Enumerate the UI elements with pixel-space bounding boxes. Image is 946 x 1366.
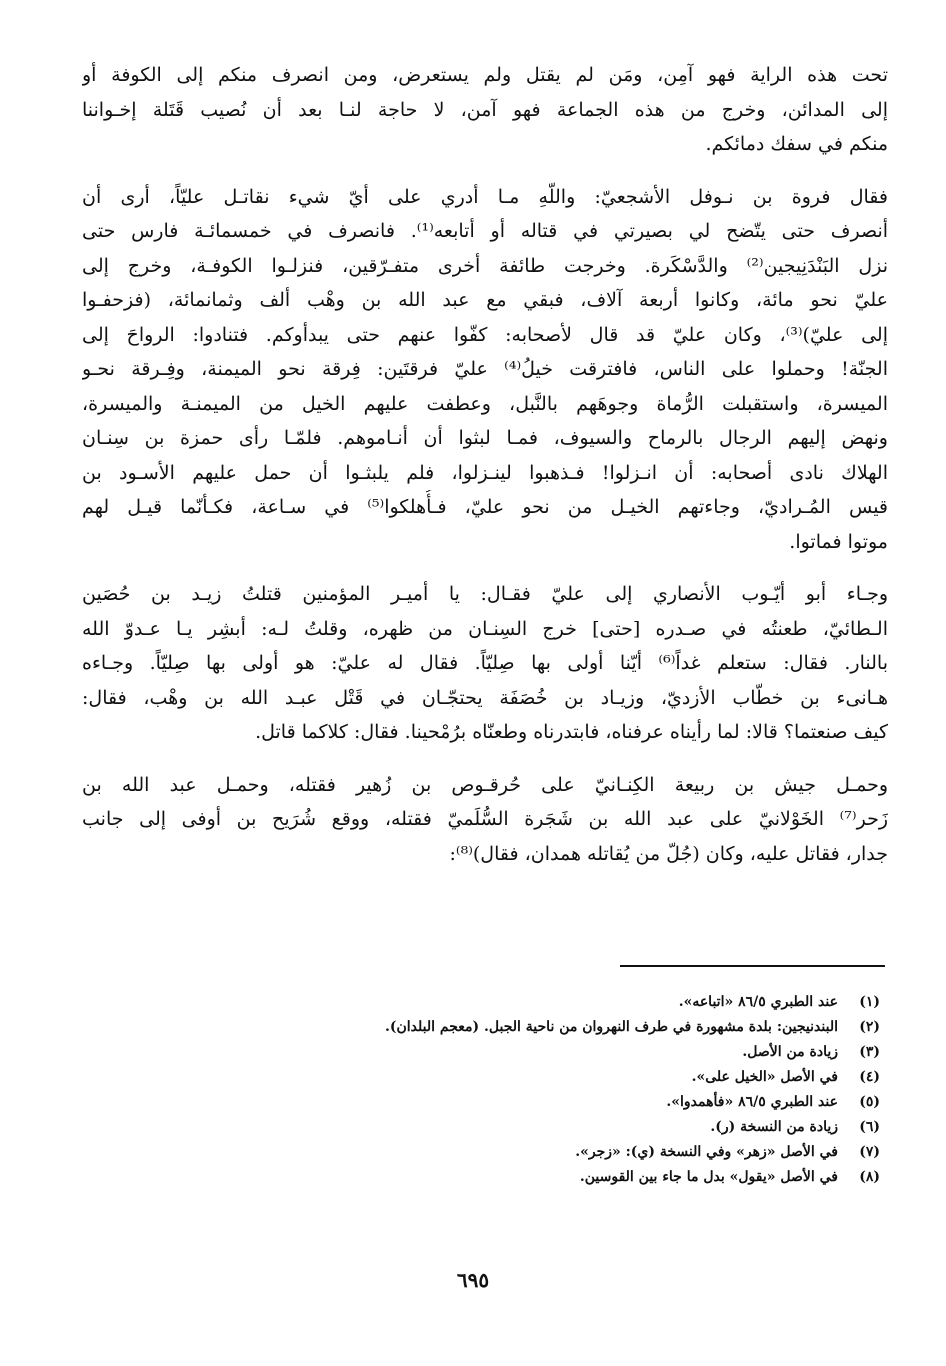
text-line: إلى المدائن، وخرج من هذه الجماعة فهو آمن، لا حاجة لنـا بعد أن نُصيب قَتَلة إخـواننا bbox=[82, 98, 888, 121]
text-line: إلى عليّ)⁽³⁾، وكان عليّ قد قال لأصحابه: كفّوا عنهم حتى يبدأوكم. فتنادوا: الرواحَ إلى bbox=[82, 323, 888, 346]
page-number: ٦٩٥ bbox=[456, 1268, 490, 1292]
text-line: أنصرف حتى يتّضح لي بصيرتي في قتاله أو أتابعه⁽¹⁾. فانصرف في خمسمائـة فارس حتى bbox=[82, 220, 888, 242]
text-line: الـطائيّ، طعنتُه في صـدره [حتى] خرج السِنـان من ظهره، وقلتُ لـه: أبشِر يـا عـدوّ الله bbox=[82, 617, 888, 640]
paragraph bbox=[82, 58, 888, 162]
text-line: ونهض إليهم الرجال بالرماح والسيوف، فمـا لبثوا أن أنـاموهم. فلمّـا رأى حمزة بن سِنـان bbox=[82, 427, 888, 449]
footnote-text: عند الطبري ٨٦/٥ «فأهمدوا». bbox=[666, 1094, 838, 1110]
footnote-text: عند الطبري ٨٦/٥ «اتباعه». bbox=[678, 994, 838, 1010]
text-line: كيف صنعتما؟ قالا: لما رأيناه عرفناه، فابتدرناه وطعنّاه برُمْحينا. فقال: كلاكما قاتل. bbox=[255, 721, 888, 743]
footnote-text: في الأصل «الخيل على». bbox=[691, 1069, 838, 1085]
footnote-text: في الأصل «يقول» بدل ما جاء بين القوسين. bbox=[579, 1169, 838, 1185]
footnote bbox=[120, 1015, 880, 1040]
footnote-text: في الأصل «زهر» وفي النسخة (ي): «زجر». bbox=[575, 1144, 838, 1160]
footnotes-list bbox=[120, 990, 880, 1190]
text-line: زَحر⁽⁷⁾ الخَوْلانيّ على عبد الله بن شَجَرة السُّلَميّ فقتله، ووقع شُرَيح بن أوفى إلى جانب bbox=[82, 808, 888, 830]
footnote bbox=[120, 1115, 880, 1140]
footnote bbox=[120, 990, 880, 1015]
footnote-number: (٤) bbox=[859, 1069, 880, 1085]
text-line: جدار، فقاتل عليه، وكان (جُلّ من يُقاتله همدان، فقال)⁽⁸⁾: bbox=[449, 842, 888, 865]
footnote bbox=[120, 1065, 880, 1090]
text-line: قيس المُـراديّ، وجاءتهم الخيـل من نحو عليّ، فـأُهلكوا⁽⁵⁾ في سـاعة، فكـأنّما قيـل لهم bbox=[82, 496, 888, 518]
text-line: بالنار. فقال: ستعلم غداً⁽⁶⁾ أيّنا أولى بها صِليّاً. فقال له عليّ: هو أولى بها صِليّاً. وجـاءه bbox=[82, 652, 888, 674]
text-line: الجنّة! وحملوا على الناس، فافترقت خيلُ⁽⁴⁾ عليّ فرقتَين: فِرقة نحو الميمنة، وفِـرقة نحـو bbox=[82, 358, 888, 380]
footnote bbox=[120, 1090, 880, 1115]
text-line: موتوا فماتوا. bbox=[789, 530, 888, 553]
paragraph bbox=[82, 768, 888, 872]
footnote-text: البندنيجين: بلدة مشهورة في طرف النهروان من ناحية الجبل. (معجم البلدان). bbox=[385, 1019, 838, 1035]
paragraph bbox=[82, 577, 888, 750]
text-line: منكم في سفك دمائكم. bbox=[705, 133, 888, 155]
footnote bbox=[120, 1165, 880, 1190]
text-line: الهلاك نادى أصحابه: أن انـزلوا! فـذهبوا لينـزلوا، فلم يلبثـوا أن حمل عليهم الأسـود بن bbox=[82, 461, 888, 484]
text-line: الميسرة، واستقبلت الرُّماة وجوهَهم بالنَّبل، وعطفت عليهم الخيل من الميمنـة والميسرة، bbox=[82, 392, 888, 415]
footnote-text: زيادة من الأصل. bbox=[742, 1044, 838, 1060]
footnote-number: (٦) bbox=[859, 1119, 880, 1135]
text-line: وجـاء أبو أيّـوب الأنصاري إلى عليّ فقـال: يا أميـر المؤمنين قتلتُ زيـد بن حُصَين bbox=[82, 583, 888, 605]
text-line: فقال فروة بن نـوفل الأشجعيّ: واللّهِ مـا أدري على أيّ شيء نقاتـل عليّاً، أرى أن bbox=[82, 185, 888, 208]
text-line: هـانىء بن خطّاب الأزديّ، وزيـاد بن خُصَفَة يحتجّـان في قَتْل عبـد الله بن وهْب، فقال: bbox=[82, 686, 888, 709]
text-line: تحت هذه الراية فهو آمِن، ومَن لم يقتل ولم يستعرض، ومن انصرف منكم إلى الكوفة أو bbox=[82, 64, 888, 86]
text-line: عليّ نحو مائة، وكانوا أربعة آلاف، فبقي مع عبد الله بن وهْب ألف وثمانمائة، (فزحفـوا bbox=[82, 289, 888, 311]
footnote bbox=[120, 1040, 880, 1065]
paragraph bbox=[82, 180, 888, 560]
footnote bbox=[120, 1140, 880, 1165]
footnote-text: زيادة من النسخة (ر). bbox=[710, 1119, 838, 1135]
footnote-number: (٥) bbox=[859, 1094, 880, 1110]
footnote-number: (٣) bbox=[859, 1044, 880, 1060]
footnote-number: (١) bbox=[859, 994, 880, 1010]
footnote-number: (٧) bbox=[859, 1144, 880, 1160]
footnote-separator bbox=[620, 965, 885, 967]
footnote-number: (٢) bbox=[859, 1019, 880, 1035]
footnote-number: (٨) bbox=[859, 1169, 880, 1185]
text-line: نزل البَنْدَنِيجين⁽²⁾ والدَّسْكَرة. وخرجت طائفة أخرى متفـرّقين، فنزلـوا الكوفـة، وخرج إلى bbox=[82, 254, 888, 277]
main-text bbox=[82, 58, 888, 889]
text-line: وحمـل جيش بن ربيعة الكِنـانيّ على حُرقـوص بن زُهير فقتله، وحمـل عبد الله بن bbox=[82, 773, 888, 796]
